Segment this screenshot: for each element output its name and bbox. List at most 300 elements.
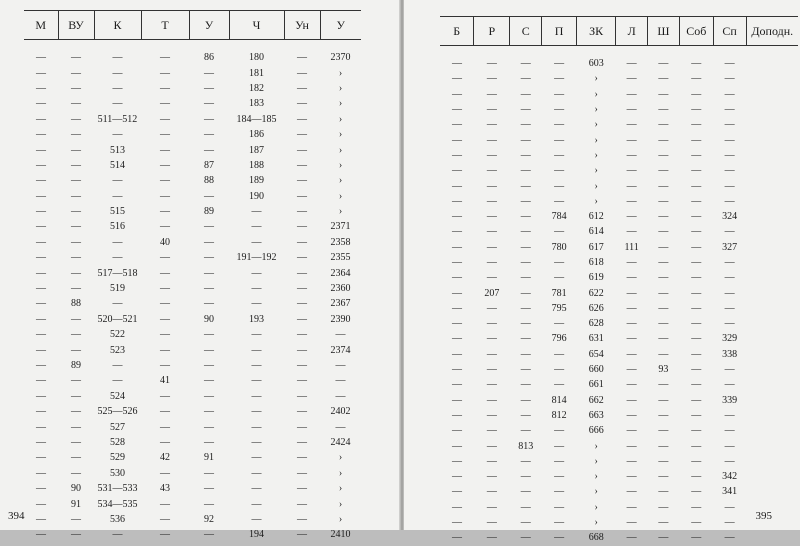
- table-cell: —: [626, 272, 637, 284]
- table-cell: —: [520, 517, 531, 529]
- table-cell: —: [724, 195, 735, 207]
- table-cell: —: [36, 82, 46, 94]
- table-row: [440, 148, 798, 163]
- table-cell: —: [297, 236, 307, 248]
- table-row: [24, 358, 361, 373]
- table-cell: —: [71, 329, 81, 341]
- table-cell: —: [691, 149, 702, 161]
- table-cell: —: [451, 73, 462, 85]
- table-cell: —: [520, 302, 531, 314]
- table-cell: —: [451, 180, 462, 192]
- table-cell: [746, 132, 798, 147]
- table-cell: —: [520, 104, 531, 116]
- right-header-row: [440, 17, 798, 46]
- column-header: К: [94, 11, 141, 40]
- table-cell: —: [36, 375, 46, 387]
- table-cell: —: [486, 532, 497, 544]
- table-cell: 2358: [330, 236, 351, 248]
- table-cell: —: [520, 165, 531, 177]
- table-cell: —: [204, 190, 214, 202]
- table-cell: —: [251, 390, 262, 402]
- table-cell: —: [112, 298, 123, 310]
- table-cell: —: [724, 318, 735, 330]
- table-cell: —: [724, 226, 735, 238]
- table-cell: [746, 255, 798, 270]
- table-cell: 89: [71, 360, 81, 371]
- table-cell: —: [251, 421, 262, 433]
- table-cell: 515: [110, 206, 125, 218]
- column-header: ЗК: [577, 17, 616, 46]
- table-cell: —: [251, 483, 262, 495]
- table-cell: —: [691, 409, 702, 421]
- table-cell: —: [691, 455, 702, 467]
- table-cell: —: [160, 283, 170, 295]
- table-cell: [746, 178, 798, 193]
- table-cell: —: [691, 348, 702, 360]
- table-cell: —: [204, 529, 214, 541]
- table-cell: —: [520, 379, 531, 391]
- table-cell: 528: [110, 436, 125, 448]
- table-cell: —: [451, 318, 462, 330]
- table-cell: —: [451, 425, 462, 437]
- table-cell: —: [204, 82, 214, 94]
- table-cell: —: [451, 486, 462, 498]
- table-cell: [746, 117, 798, 132]
- table-cell: 90: [71, 483, 81, 495]
- table-cell: —: [451, 149, 462, 161]
- table-cell: 784: [551, 211, 567, 223]
- table-cell: —: [204, 360, 214, 371]
- table-cell: —: [36, 298, 46, 310]
- table-cell: 531—533: [97, 483, 138, 495]
- table-cell: —: [204, 236, 214, 248]
- table-cell: —: [658, 501, 669, 513]
- table-cell: —: [204, 267, 214, 279]
- table-row: [24, 404, 361, 419]
- table-cell: —: [71, 467, 81, 479]
- table-cell: —: [251, 206, 262, 218]
- table-cell: —: [626, 195, 637, 207]
- table-cell: ›: [594, 119, 598, 131]
- table-cell: 92: [204, 513, 214, 525]
- table-cell: —: [71, 129, 81, 141]
- table-cell: —: [691, 73, 702, 85]
- table-cell: —: [204, 390, 214, 402]
- table-cell: —: [297, 375, 307, 387]
- table-cell: 668: [588, 532, 604, 544]
- table-cell: —: [486, 501, 497, 513]
- table-cell: —: [658, 58, 669, 70]
- table-cell: —: [626, 333, 637, 345]
- table-cell: —: [626, 73, 637, 85]
- table-cell: —: [71, 421, 81, 433]
- table-cell: 187: [249, 144, 264, 156]
- table-cell: —: [36, 252, 46, 264]
- table-cell: —: [297, 283, 307, 295]
- table-cell: —: [626, 211, 637, 223]
- table-cell: ›: [594, 486, 598, 498]
- table-row: [440, 132, 798, 147]
- table-cell: —: [36, 467, 46, 479]
- table-cell: —: [297, 483, 307, 495]
- table-cell: ›: [594, 501, 598, 513]
- table-cell: —: [626, 364, 637, 376]
- table-cell: —: [724, 501, 735, 513]
- table-cell: —: [691, 211, 702, 223]
- table-cell: ›: [338, 467, 343, 479]
- table-cell: —: [626, 302, 637, 314]
- table-cell: —: [297, 267, 307, 279]
- table-cell: —: [204, 406, 214, 418]
- table-cell: —: [451, 165, 462, 177]
- table-cell: —: [486, 409, 497, 421]
- table-cell: —: [486, 364, 497, 376]
- table-cell: [746, 209, 798, 224]
- table-cell: —: [297, 513, 307, 525]
- table-cell: ›: [338, 144, 343, 156]
- table-cell: —: [297, 190, 307, 202]
- table-cell: [746, 484, 798, 499]
- table-cell: —: [554, 58, 565, 70]
- table-cell: [746, 148, 798, 163]
- table-cell: —: [724, 272, 735, 284]
- table-cell: —: [554, 73, 565, 85]
- table-cell: 612: [588, 211, 604, 223]
- table-cell: —: [160, 267, 170, 279]
- table-cell: —: [658, 517, 669, 529]
- table-cell: —: [297, 390, 307, 402]
- table-row: [440, 178, 798, 193]
- table-cell: —: [691, 88, 702, 100]
- table-cell: 534—535: [97, 498, 138, 510]
- table-cell: —: [554, 318, 565, 330]
- column-header: Ш: [648, 17, 680, 46]
- left-table-body: [24, 40, 361, 543]
- table-cell: —: [297, 206, 307, 218]
- table-cell: —: [71, 452, 81, 464]
- table-cell: 186: [249, 129, 264, 141]
- table-cell: —: [297, 329, 307, 341]
- table-cell: —: [554, 440, 565, 452]
- table-cell: [746, 224, 798, 239]
- table-cell: —: [520, 226, 531, 238]
- table-row: [24, 127, 361, 142]
- table-cell: —: [486, 226, 497, 238]
- table-cell: [746, 71, 798, 86]
- table-cell: 662: [588, 394, 604, 406]
- table-cell: —: [204, 252, 214, 264]
- table-cell: 190: [249, 190, 264, 202]
- table-cell: —: [658, 241, 669, 253]
- table-cell: —: [36, 98, 46, 110]
- table-cell: 2371: [330, 221, 351, 233]
- table-cell: —: [626, 425, 637, 437]
- table-cell: —: [626, 532, 637, 544]
- table-cell: —: [554, 180, 565, 192]
- table-cell: —: [160, 298, 170, 310]
- table-cell: ›: [338, 82, 343, 94]
- table-cell: 626: [588, 302, 604, 314]
- right-concordance-table: [440, 16, 798, 546]
- table-cell: —: [204, 298, 214, 310]
- table-cell: 618: [588, 257, 604, 268]
- table-cell: —: [451, 440, 462, 452]
- table-cell: —: [658, 302, 669, 314]
- table-cell: —: [520, 318, 531, 330]
- table-cell: 619: [588, 272, 604, 284]
- table-row: [24, 281, 361, 296]
- table-cell: 193: [249, 313, 264, 325]
- table-cell: —: [451, 226, 462, 238]
- table-row: [24, 312, 361, 327]
- table-cell: —: [112, 360, 123, 371]
- table-cell: —: [691, 272, 702, 284]
- table-cell: ›: [594, 440, 598, 452]
- table-cell: —: [486, 486, 497, 498]
- table-cell: 324: [722, 211, 738, 223]
- table-row: [24, 219, 361, 234]
- table-cell: —: [251, 298, 262, 310]
- table-row: [24, 327, 361, 342]
- table-row: [440, 285, 798, 300]
- table-cell: —: [71, 82, 81, 94]
- table-cell: —: [691, 318, 702, 330]
- table-cell: [746, 393, 798, 408]
- table-cell: —: [451, 532, 462, 544]
- table-row: [24, 250, 361, 265]
- table-cell: —: [520, 348, 531, 360]
- table-cell: —: [451, 302, 462, 314]
- table-cell: [746, 469, 798, 484]
- table-cell: —: [658, 409, 669, 421]
- table-cell: —: [486, 58, 497, 70]
- table-cell: 87: [204, 159, 214, 171]
- table-cell: [746, 87, 798, 102]
- table-cell: ›: [338, 190, 343, 202]
- table-cell: —: [520, 501, 531, 513]
- table-cell: —: [36, 206, 46, 218]
- table-cell: —: [724, 119, 735, 131]
- table-cell: 663: [588, 409, 604, 421]
- table-cell: ›: [338, 113, 343, 125]
- table-cell: 2410: [330, 529, 351, 541]
- table-cell: —: [160, 52, 170, 64]
- table-cell: —: [36, 175, 46, 187]
- table-row: [24, 512, 361, 527]
- table-cell: 341: [722, 486, 738, 498]
- table-row: [440, 255, 798, 270]
- table-cell: 631: [588, 333, 604, 345]
- table-cell: —: [691, 195, 702, 207]
- table-cell: —: [71, 175, 81, 187]
- table-cell: —: [251, 406, 262, 418]
- table-cell: —: [251, 498, 262, 510]
- table-cell: 111: [624, 241, 639, 253]
- table-cell: —: [160, 406, 170, 418]
- table-cell: ›: [338, 452, 343, 464]
- table-row: [24, 496, 361, 511]
- table-cell: —: [297, 529, 307, 541]
- table-cell: —: [554, 379, 565, 391]
- table-cell: —: [626, 180, 637, 192]
- table-cell: —: [486, 394, 497, 406]
- table-cell: —: [71, 144, 81, 156]
- table-cell: 2390: [330, 313, 351, 325]
- table-cell: —: [658, 471, 669, 483]
- table-row: [24, 373, 361, 388]
- table-cell: —: [486, 440, 497, 452]
- table-cell: ›: [594, 195, 598, 207]
- table-cell: 628: [588, 318, 604, 330]
- table-cell: 207: [484, 287, 500, 299]
- table-cell: —: [160, 467, 170, 479]
- table-cell: —: [160, 513, 170, 525]
- table-row: [440, 56, 798, 71]
- table-cell: —: [335, 375, 346, 387]
- table-cell: [746, 56, 798, 71]
- table-cell: —: [160, 113, 170, 125]
- table-cell: —: [658, 333, 669, 345]
- table-row: [24, 450, 361, 465]
- table-cell: 184—185: [236, 113, 277, 125]
- table-cell: —: [520, 134, 531, 146]
- table-cell: 524: [110, 390, 125, 402]
- table-row: [24, 527, 361, 542]
- table-cell: —: [486, 165, 497, 177]
- table-row: [24, 481, 361, 496]
- table-cell: ›: [338, 206, 343, 218]
- table-cell: [746, 347, 798, 362]
- table-cell: ›: [338, 175, 343, 187]
- table-cell: ›: [338, 67, 343, 79]
- table-cell: —: [297, 406, 307, 418]
- table-cell: —: [658, 257, 669, 268]
- table-cell: —: [626, 348, 637, 360]
- table-cell: 338: [722, 348, 738, 360]
- table-cell: —: [724, 134, 735, 146]
- table-cell: —: [36, 344, 46, 356]
- table-row: [24, 50, 361, 65]
- table-cell: —: [71, 267, 81, 279]
- table-cell: —: [251, 360, 262, 371]
- column-header: Ун: [284, 11, 320, 40]
- table-row: [24, 235, 361, 250]
- table-cell: —: [658, 211, 669, 223]
- table-cell: —: [297, 313, 307, 325]
- table-cell: 182: [249, 82, 264, 94]
- table-cell: —: [451, 501, 462, 513]
- table-cell: ›: [594, 455, 598, 467]
- left-page: [0, 0, 400, 541]
- table-cell: [746, 316, 798, 331]
- table-cell: —: [160, 67, 170, 79]
- table-cell: —: [71, 236, 81, 248]
- table-cell: 2360: [330, 283, 351, 295]
- table-cell: 523: [110, 344, 125, 356]
- table-cell: ›: [338, 513, 343, 525]
- table-cell: —: [71, 513, 81, 525]
- table-cell: —: [691, 257, 702, 268]
- table-cell: —: [691, 134, 702, 146]
- table-cell: —: [724, 104, 735, 116]
- table-cell: —: [36, 329, 46, 341]
- table-cell: 189: [249, 175, 264, 187]
- table-row: [24, 466, 361, 481]
- table-cell: —: [160, 498, 170, 510]
- table-cell: —: [71, 529, 81, 541]
- table-cell: —: [626, 517, 637, 529]
- table-cell: —: [204, 283, 214, 295]
- spacer-row: [24, 40, 361, 51]
- table-cell: —: [36, 236, 46, 248]
- table-cell: 514: [110, 159, 125, 171]
- table-cell: —: [626, 287, 637, 299]
- table-cell: —: [71, 313, 81, 325]
- table-cell: —: [71, 252, 81, 264]
- table-cell: —: [486, 379, 497, 391]
- table-cell: —: [520, 272, 531, 284]
- column-header: С: [510, 17, 542, 46]
- table-cell: —: [658, 73, 669, 85]
- table-row: [440, 224, 798, 239]
- table-row: [440, 423, 798, 438]
- table-cell: —: [520, 88, 531, 100]
- table-cell: ›: [594, 134, 598, 146]
- table-cell: —: [36, 113, 46, 125]
- table-cell: —: [554, 226, 565, 238]
- table-cell: —: [626, 119, 637, 131]
- table-cell: —: [160, 329, 170, 341]
- table-cell: —: [626, 471, 637, 483]
- table-cell: —: [554, 195, 565, 207]
- table-cell: —: [691, 517, 702, 529]
- table-cell: 813: [518, 440, 534, 452]
- table-cell: —: [204, 498, 214, 510]
- table-cell: —: [160, 360, 170, 371]
- table-cell: 795: [551, 302, 567, 314]
- table-row: [24, 189, 361, 204]
- table-cell: ›: [594, 88, 598, 100]
- table-cell: 2364: [330, 267, 351, 279]
- table-cell: —: [724, 517, 735, 529]
- table-cell: —: [724, 425, 735, 437]
- table-cell: —: [520, 333, 531, 345]
- table-cell: [746, 362, 798, 377]
- table-cell: —: [112, 98, 123, 110]
- table-cell: —: [486, 333, 497, 345]
- table-cell: —: [691, 226, 702, 238]
- table-cell: —: [554, 104, 565, 116]
- table-cell: —: [71, 221, 81, 233]
- table-row: [24, 142, 361, 157]
- table-cell: —: [451, 379, 462, 391]
- table-cell: —: [486, 471, 497, 483]
- table-cell: —: [160, 436, 170, 448]
- table-cell: —: [36, 159, 46, 171]
- table-cell: —: [486, 241, 497, 253]
- table-cell: —: [520, 287, 531, 299]
- table-cell: 661: [588, 379, 604, 391]
- table-cell: —: [297, 113, 307, 125]
- table-cell: —: [36, 144, 46, 156]
- table-cell: —: [626, 486, 637, 498]
- table-cell: —: [204, 67, 214, 79]
- table-row: [440, 316, 798, 331]
- table-cell: —: [486, 134, 497, 146]
- table-row: [440, 71, 798, 86]
- table-cell: [746, 163, 798, 178]
- right-table-body: [440, 46, 798, 546]
